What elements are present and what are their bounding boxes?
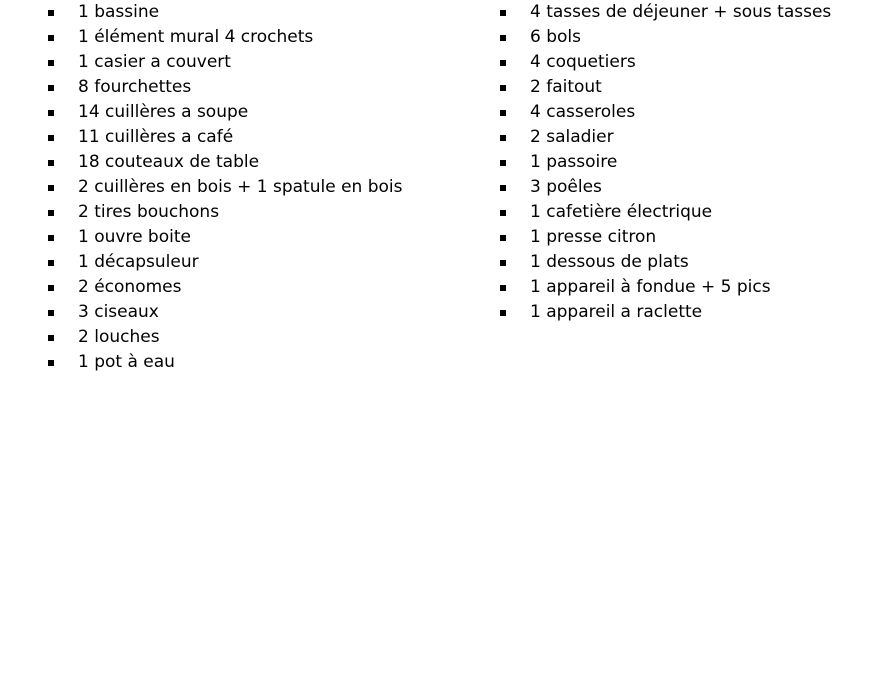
item-label: 18 couteaux de table	[78, 152, 260, 172]
list-item	[498, 100, 831, 125]
item-label: 2 saladier	[530, 127, 614, 147]
square-bullet-icon	[48, 285, 54, 291]
square-bullet-icon	[500, 160, 506, 166]
list-item	[46, 250, 403, 275]
square-bullet-icon	[500, 235, 506, 241]
square-bullet-icon	[48, 235, 54, 241]
item-label: 1 décapsuleur	[78, 252, 199, 272]
item-label: 1 casier a couvert	[78, 52, 231, 72]
item-label: 1 dessous de plats	[530, 252, 689, 272]
item-label: 2 cuillères en bois + 1 spatule en bois	[78, 177, 403, 197]
item-label: 3 poêles	[530, 177, 602, 197]
square-bullet-icon	[48, 85, 54, 91]
square-bullet-icon	[48, 335, 54, 341]
list-item	[46, 75, 403, 100]
list-item	[498, 200, 831, 225]
list-item	[46, 150, 403, 175]
item-label: 11 cuillères a café	[78, 127, 234, 147]
square-bullet-icon	[500, 310, 506, 316]
item-label: 2 faitout	[530, 77, 602, 97]
item-label: 8 fourchettes	[78, 77, 192, 97]
list-item	[498, 125, 831, 150]
square-bullet-icon	[500, 135, 506, 141]
list-item	[498, 250, 831, 275]
item-label: 1 cafetière électrique	[530, 202, 713, 222]
item-label: 14 cuillères a soupe	[78, 102, 249, 122]
square-bullet-icon	[48, 35, 54, 41]
list-item	[46, 50, 403, 75]
square-bullet-icon	[500, 10, 506, 16]
square-bullet-icon	[500, 260, 506, 266]
item-label: 6 bols	[530, 27, 581, 47]
item-label: 1 appareil a raclette	[530, 302, 703, 322]
list-item	[46, 0, 403, 25]
square-bullet-icon	[48, 10, 54, 16]
list-item	[46, 350, 403, 375]
item-label: 4 coquetiers	[530, 52, 636, 72]
square-bullet-icon	[500, 35, 506, 41]
item-label: 1 presse citron	[530, 227, 657, 247]
list-item	[498, 0, 831, 25]
square-bullet-icon	[48, 260, 54, 266]
square-bullet-icon	[500, 185, 506, 191]
item-label: 1 ouvre boite	[78, 227, 191, 247]
list-item	[498, 175, 831, 200]
square-bullet-icon	[48, 360, 54, 366]
square-bullet-icon	[48, 310, 54, 316]
square-bullet-icon	[500, 285, 506, 291]
square-bullet-icon	[48, 160, 54, 166]
list-item	[46, 275, 403, 300]
list-item	[46, 25, 403, 50]
item-label: 3 ciseaux	[78, 302, 159, 322]
square-bullet-icon	[48, 60, 54, 66]
item-label: 1 passoire	[530, 152, 618, 172]
list-item	[46, 225, 403, 250]
list-item	[46, 125, 403, 150]
square-bullet-icon	[500, 85, 506, 91]
item-label: 1 élément mural 4 crochets	[78, 27, 314, 47]
list-item	[46, 325, 403, 350]
item-label: 2 économes	[78, 277, 182, 297]
list-item	[498, 50, 831, 75]
item-label: 1 pot à eau	[78, 352, 175, 372]
list-item	[46, 175, 403, 200]
list-item	[46, 200, 403, 225]
list-item	[46, 300, 403, 325]
square-bullet-icon	[500, 210, 506, 216]
list-item	[498, 300, 831, 325]
item-label: 1 bassine	[78, 2, 160, 22]
item-label: 2 tires bouchons	[78, 202, 220, 222]
list-item	[498, 75, 831, 100]
list-item	[46, 100, 403, 125]
square-bullet-icon	[48, 210, 54, 216]
item-label: 1 appareil à fondue + 5 pics	[530, 277, 771, 297]
square-bullet-icon	[48, 135, 54, 141]
list-item	[498, 25, 831, 50]
square-bullet-icon	[500, 110, 506, 116]
right-item-list	[498, 0, 831, 325]
item-label: 2 louches	[78, 327, 160, 347]
square-bullet-icon	[48, 110, 54, 116]
list-item	[498, 150, 831, 175]
square-bullet-icon	[500, 60, 506, 66]
item-label: 4 casseroles	[530, 102, 636, 122]
square-bullet-icon	[48, 185, 54, 191]
item-label: 4 tasses de déjeuner + sous tasses	[530, 2, 832, 22]
left-item-list	[46, 0, 403, 375]
list-item	[498, 225, 831, 250]
list-item	[498, 275, 831, 300]
